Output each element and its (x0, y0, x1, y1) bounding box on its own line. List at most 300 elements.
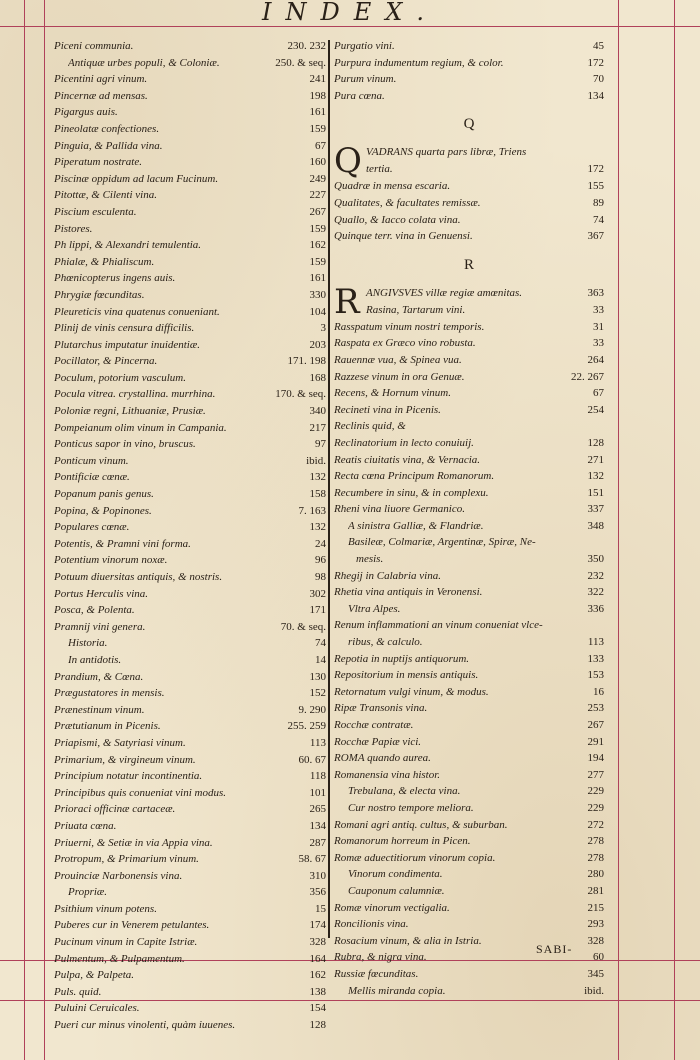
index-entry (334, 319, 604, 336)
entry-pages: 367 (587, 230, 604, 243)
index-entry (54, 320, 326, 337)
entry-term: Piscinæ oppidum ad lacum Fucinum. (54, 172, 219, 185)
drop-cap-r: R (334, 281, 360, 322)
entry-pages: 172 (587, 56, 604, 69)
entry-pages: 74 (593, 213, 604, 226)
entry-pages: 171 (309, 604, 326, 617)
entry-pages: 328 (587, 934, 604, 947)
entry-pages: 291 (587, 735, 604, 748)
entry-term: Ponticum vinum. (54, 454, 129, 467)
entry-pages: 336 (587, 602, 604, 615)
entry-term: Prandium, & Cœna. (54, 670, 144, 683)
index-entry (334, 501, 604, 518)
index-entry (334, 966, 604, 983)
index-entry (54, 735, 326, 752)
entry-pages: 330 (309, 288, 326, 301)
entry-term: Recineti vina in Picenis. (334, 403, 441, 416)
entry-term: Potentis, & Pramni vini forma. (54, 537, 191, 550)
entry-pages: 60 (593, 951, 604, 964)
entry-term: Rasspatum vinum nostri temporis. (334, 320, 485, 333)
r-first-line: ANGIVSVES villæ regiæ amœnitas. (366, 286, 523, 299)
index-entry (54, 884, 326, 901)
index-entry (334, 195, 604, 212)
entry-pages: 254 (587, 403, 604, 416)
index-entry (334, 983, 604, 1000)
r-first-pages: 363 (587, 286, 604, 299)
entry-term: Quadræ in mensa escaria. (334, 180, 451, 193)
index-entry (54, 917, 326, 934)
entry-term: Pleureticis vina quatenus conueniant. (54, 305, 220, 318)
q-second-line: tertia. (366, 163, 393, 176)
entry-pages: 337 (587, 503, 604, 516)
entry-term: Rosacium vinum, & alia in Istria. (334, 934, 482, 947)
index-entry (334, 485, 604, 502)
entry-term: Pontificiæ cœnæ. (54, 471, 130, 484)
entry-term: Historia. (68, 637, 108, 650)
index-entry (54, 835, 326, 852)
p-entries-continued (334, 38, 604, 104)
index-entry (54, 204, 326, 221)
index-entry (54, 420, 326, 437)
index-entry (334, 518, 604, 535)
index-entry (54, 71, 326, 88)
index-entry (334, 88, 604, 105)
entry-term: Piperatum nostrate. (54, 156, 142, 169)
entry-term: Purgatio vini. (334, 40, 395, 52)
entry-pages: 265 (309, 803, 326, 816)
entry-term: Psithium vinum potens. (54, 902, 157, 915)
entry-pages: 138 (309, 985, 326, 998)
entry-pages: 3 (320, 322, 326, 335)
entry-pages: 293 (587, 918, 604, 931)
entry-pages: 302 (309, 587, 326, 600)
entry-term: Trebulana, & electa vina. (348, 785, 461, 798)
index-entry (334, 717, 604, 734)
index-entry (54, 88, 326, 105)
entry-pages: 170. & seq. (275, 388, 326, 401)
entry-pages: 194 (587, 752, 604, 765)
index-entry (54, 187, 326, 204)
drop-cap-q: Q (334, 141, 362, 182)
index-entry (54, 569, 326, 586)
entry-term: Phrygiæ fœcunditas. (54, 288, 145, 301)
entry-pages: 161 (309, 106, 326, 119)
entry-term: Vinorum condimenta. (348, 868, 443, 881)
entry-term: Cauponum calumniæ. (348, 884, 445, 897)
entry-pages: 132 (587, 470, 604, 483)
entry-term: Poloniæ regni, Lithuaniæ, Prusiæ. (54, 405, 206, 418)
entry-term: Poculum, potorium vasculum. (54, 371, 186, 384)
entry-pages: 101 (309, 786, 326, 799)
entry-term: A sinistra Galliæ, & Flandriæ. (348, 519, 484, 532)
entry-term: Piscium esculenta. (54, 205, 137, 218)
entry-pages: 250. & seq. (275, 56, 326, 69)
q-entries (334, 178, 604, 244)
index-entry (54, 635, 326, 652)
entry-term: Prænestinum vinum. (54, 703, 145, 716)
entry-term: Principibus quis conueniat vini modus. (54, 786, 227, 799)
page-title: INDEX. (262, 0, 438, 26)
entry-pages: 230. 232 (287, 40, 326, 52)
entry-term: Russiæ fœcunditas. (334, 967, 419, 980)
entry-term: Principium notatur incontinentia. (54, 770, 203, 783)
index-entry (334, 551, 604, 568)
index-entry (54, 685, 326, 702)
index-entry (334, 335, 604, 352)
entry-pages: 113 (309, 736, 326, 749)
index-entry (334, 817, 604, 834)
entry-pages: 16 (593, 685, 604, 698)
entry-term: mesis. (356, 553, 384, 566)
entry-pages: 348 (587, 519, 604, 532)
entry-term: Prioraci officinæ cartaceæ. (54, 803, 176, 816)
entry-pages: 272 (587, 818, 604, 831)
index-entry (54, 304, 326, 321)
index-entry (334, 734, 604, 751)
index-entry (334, 584, 604, 601)
index-entry (54, 552, 326, 569)
section-heading-q: Q (463, 116, 475, 133)
index-entry (54, 868, 326, 885)
entry-pages: 74 (315, 637, 326, 650)
entry-term: Picentini agri vinum. (54, 73, 148, 86)
entry-pages: 203 (309, 338, 326, 351)
index-entry (334, 667, 604, 684)
entry-pages: 249 (309, 172, 326, 185)
entry-pages: 280 (587, 868, 604, 881)
entry-term: Populares cœnæ. (54, 521, 130, 534)
entry-term: Ph lippi, & Alexandri temulentia. (54, 239, 202, 252)
entry-term: Recumbere in sinu, & in complexu. (334, 486, 489, 499)
entry-term: Pocillator, & Pincerna. (54, 355, 158, 368)
entry-pages: 267 (587, 719, 604, 731)
entry-pages: 160 (309, 156, 326, 169)
catchword: SABI- (536, 942, 573, 956)
index-entry (334, 601, 604, 618)
entry-term: Reclinatorium in lecto conuiuij. (334, 436, 474, 449)
index-entry (54, 237, 326, 254)
entry-pages: 171. 198 (287, 355, 326, 368)
entry-pages: 70. & seq. (280, 620, 326, 633)
entry-pages: 154 (309, 1002, 326, 1015)
entry-pages: 159 (309, 122, 326, 135)
entry-term: Romanorum horreum in Picen. (334, 835, 471, 848)
entry-term: Reclinis quid, & (334, 420, 406, 433)
entry-pages: 161 (309, 272, 326, 285)
entry-term: Potuum diuersitas antiquis, & nostris. (54, 571, 223, 583)
index-entry (54, 287, 326, 304)
entry-term: Quallo, & Iacco colata vina. (334, 213, 461, 226)
entry-pages: 267 (309, 205, 326, 218)
entry-term: Prætutianum in Picenis. (54, 720, 161, 733)
index-entry (54, 752, 326, 769)
entry-pages: 128 (587, 436, 604, 449)
entry-term: Prægustatores in mensis. (54, 687, 165, 700)
top-margin-rule (0, 26, 700, 27)
index-entry (54, 353, 326, 370)
entry-pages: 159 (309, 255, 326, 268)
entry-term: Renum inflammationi an vinum conueniat vlce- (334, 619, 543, 632)
index-entry (54, 984, 326, 1001)
entry-term: Pitottæ, & Cilenti vina. (54, 189, 157, 202)
entry-term: Prouinciæ Narbonensis vina. (54, 869, 183, 882)
index-entry (54, 386, 326, 403)
entry-pages: 31 (593, 320, 604, 333)
index-entry (54, 171, 326, 188)
entry-term: ribus, & calculo. (348, 636, 423, 649)
index-entry (334, 178, 604, 195)
column-divider (328, 40, 330, 938)
r-second-pages: 33 (593, 303, 604, 316)
r-entries (334, 319, 604, 999)
right-index-column (334, 38, 604, 999)
entry-pages: 89 (593, 196, 604, 209)
index-entry (334, 634, 604, 651)
index-entry (334, 800, 604, 817)
entry-term: Pulmentum, & Pulpamentum. (54, 952, 185, 965)
index-entry (54, 337, 326, 354)
entry-pages: 271 (587, 453, 604, 466)
section-heading-r: R (463, 256, 474, 273)
entry-term: Plutarchus imputatur inuidentiæ. (54, 338, 200, 351)
index-entry (54, 154, 326, 171)
index-entry (54, 967, 326, 984)
index-entry (334, 617, 604, 634)
entry-pages: 151 (587, 486, 604, 499)
entry-term: Razzese vinum in ora Genuæ. (334, 370, 465, 383)
entry-term: Portus Herculis vina. (54, 587, 148, 600)
index-entry (54, 652, 326, 669)
right-margin-rule (618, 0, 619, 1060)
entry-pages: 118 (309, 770, 326, 783)
index-entry (54, 38, 326, 55)
right-margin-rule-2 (674, 0, 675, 1060)
entry-term: Potentium vinorum noxæ. (54, 554, 168, 567)
entry-pages: 134 (587, 89, 604, 102)
entry-pages: 215 (587, 901, 604, 914)
entry-pages: 255. 259 (287, 720, 326, 733)
entry-pages: 134 (309, 819, 326, 832)
entry-pages: 328 (309, 936, 326, 949)
entry-term: Vltra Alpes. (348, 602, 401, 615)
index-entry (334, 435, 604, 452)
entry-term: Pucinum vinum in Capite Istriæ. (54, 936, 198, 949)
index-entry (54, 453, 326, 470)
index-entry (54, 702, 326, 719)
entry-term: Pigargus auis. (54, 106, 118, 119)
entry-term: Pura cœna. (334, 89, 385, 102)
entry-pages: 15 (315, 902, 326, 915)
entry-pages: 113 (587, 636, 604, 649)
index-entry (54, 486, 326, 503)
left-margin-rule-2 (44, 0, 45, 1060)
entry-pages: 128 (309, 1019, 326, 1032)
entry-term: Phœnicopterus ingens auis. (54, 272, 176, 285)
entry-term: Rauennæ vua, & Spinea vua. (334, 353, 462, 366)
entry-pages: 130 (309, 670, 326, 683)
entry-term: Plinij de vinis censura difficilis. (54, 322, 195, 335)
entry-pages: 168 (309, 371, 326, 384)
index-entry (54, 270, 326, 287)
index-entry (54, 138, 326, 155)
entry-term: Purum vinum. (334, 73, 397, 86)
index-entry (54, 1000, 326, 1017)
r-dropcap-entry (334, 281, 604, 322)
entry-pages: 152 (309, 687, 326, 700)
entry-pages: 33 (593, 337, 604, 350)
entry-term: Recens, & Hornum vinum. (334, 387, 452, 400)
entry-term: Phialæ, & Phialiscum. (54, 255, 155, 268)
entry-pages: 58. 67 (298, 853, 326, 866)
entry-pages: 96 (315, 554, 326, 567)
entry-term: Pincernæ ad mensas. (54, 89, 148, 102)
index-entry (334, 369, 604, 386)
entry-pages: 217 (309, 421, 326, 434)
entry-pages: 14 (315, 653, 326, 666)
entry-term: Cur nostro tempore meliora. (348, 801, 474, 814)
entry-term: Puls. quid. (54, 985, 102, 998)
entry-term: Pueri cur minus vinolenti, quàm iuuenes. (54, 1019, 236, 1032)
entry-term: Rheni vina liuore Germanico. (334, 503, 465, 516)
index-entry (334, 883, 604, 900)
entry-term: Raspata ex Græco vino robusta. (334, 337, 476, 350)
entry-pages: 155 (587, 180, 604, 193)
index-entry (54, 503, 326, 520)
index-entry (334, 850, 604, 867)
q-dropcap-entry (334, 141, 604, 182)
entry-pages: 22. 267 (571, 370, 604, 383)
entry-term: Pompeianum olim vinum in Campania. (54, 421, 227, 434)
entry-term: Pocula vitrea. crystallina. murrhina. (54, 388, 216, 401)
entry-pages: 60. 67 (298, 753, 326, 766)
entry-term: Quinque terr. vina in Genuensi. (334, 230, 473, 243)
entry-term: Roncilionis vina. (334, 918, 409, 931)
entry-term: Ripæ Transonis vina. (334, 702, 428, 715)
entry-term: Posca, & Polenta. (54, 604, 135, 617)
index-entry (334, 767, 604, 784)
index-entry (334, 750, 604, 767)
index-entry (54, 586, 326, 603)
entry-term: Repotia in nuptijs antiquorum. (334, 652, 470, 665)
index-entry (54, 851, 326, 868)
entry-term: Romani agri antiq. cultus, & suburban. (334, 818, 508, 831)
entry-pages: 104 (309, 305, 326, 318)
entry-term: Basileæ, Colmariæ, Argentinæ, Spiræ, Ne- (348, 536, 536, 549)
index-entry (54, 436, 326, 453)
index-entry (54, 768, 326, 785)
entry-pages: 264 (587, 353, 604, 366)
index-entry (334, 71, 604, 88)
entry-pages: 198 (309, 89, 326, 102)
index-entry (334, 385, 604, 402)
entry-term: In antidotis. (68, 653, 122, 666)
entry-term: Priuerni, & Setiæ in via Appia vina. (54, 836, 213, 849)
index-entry (334, 783, 604, 800)
entry-term: Pineolatæ confectiones. (54, 122, 160, 135)
index-entry (334, 38, 604, 55)
entry-term: Priuata cœna. (54, 819, 117, 832)
entry-pages: 132 (309, 521, 326, 534)
entry-pages: 162 (309, 969, 326, 982)
entry-pages: 45 (593, 40, 604, 52)
entry-pages: 350 (587, 553, 604, 566)
index-entry (54, 818, 326, 835)
index-entry (54, 221, 326, 238)
entry-term: ROMA quando aurea. (334, 752, 431, 765)
index-entry (54, 55, 326, 72)
left-index-column (54, 38, 326, 1034)
index-entry (54, 718, 326, 735)
entry-pages: 310 (309, 869, 326, 882)
index-entry (54, 403, 326, 420)
entry-pages: 67 (315, 139, 326, 152)
r-second-line: Rasina, Tartarum vini. (366, 303, 466, 316)
entry-pages: ibid. (306, 454, 326, 467)
entry-pages: 162 (309, 239, 326, 252)
entry-pages: 340 (309, 405, 326, 418)
entry-term: Primarium, & virgineum vinum. (54, 753, 196, 766)
entry-term: Romæ aduectitiorum vinorum copia. (334, 851, 496, 864)
entry-term: Mellis miranda copia. (348, 984, 446, 997)
entry-pages: 356 (309, 886, 326, 899)
index-entry (54, 934, 326, 951)
index-entry (334, 833, 604, 850)
entry-term: Pistores. (54, 222, 93, 235)
entry-pages: 153 (587, 669, 604, 682)
index-entry (54, 370, 326, 387)
entry-pages: 133 (587, 652, 604, 665)
index-entry (334, 452, 604, 469)
index-entry (334, 468, 604, 485)
entry-term: Ponticus sapor in vino, bruscus. (54, 438, 196, 451)
index-entry (54, 901, 326, 918)
entry-pages: 322 (587, 586, 604, 599)
entry-pages: 281 (587, 884, 604, 897)
entry-pages: 229 (587, 801, 604, 814)
index-entry (334, 212, 604, 229)
entry-term: Rhetia vina antiquis in Veronensi. (334, 586, 483, 599)
entry-term: Pulpa, & Palpeta. (54, 969, 135, 982)
entry-pages: 241 (309, 73, 326, 86)
index-entry (334, 418, 604, 435)
entry-term: Rocchæ contratæ. (334, 719, 414, 731)
entry-pages: ibid. (584, 984, 604, 997)
entry-term: Antiquæ urbes populi, & Coloniæ. (68, 56, 220, 69)
index-entry (334, 352, 604, 369)
index-entry (334, 534, 604, 551)
index-entry (334, 568, 604, 585)
entry-pages: 278 (587, 835, 604, 848)
index-entry (334, 866, 604, 883)
index-entry (54, 536, 326, 553)
entry-pages: 9. 290 (298, 703, 326, 716)
index-entry (334, 55, 604, 72)
entry-pages: 174 (309, 919, 326, 932)
index-entry (54, 254, 326, 271)
entry-pages: 229 (587, 785, 604, 798)
entry-pages: 158 (309, 488, 326, 501)
entry-term: Pramnij vini genera. (54, 620, 146, 633)
entry-term: Qualitates, & facultates remissæ. (334, 196, 481, 209)
entry-term: Reatis ciuitatis vina, & Vernacia. (334, 453, 481, 466)
entry-term: Protropum, & Primarium vinum. (54, 853, 199, 866)
entry-pages: 345 (587, 967, 604, 980)
entry-term: Romanensia vina histor. (334, 768, 441, 781)
index-entry (334, 402, 604, 419)
index-entry (54, 602, 326, 619)
index-entry (334, 916, 604, 933)
entry-pages: 277 (587, 768, 604, 781)
